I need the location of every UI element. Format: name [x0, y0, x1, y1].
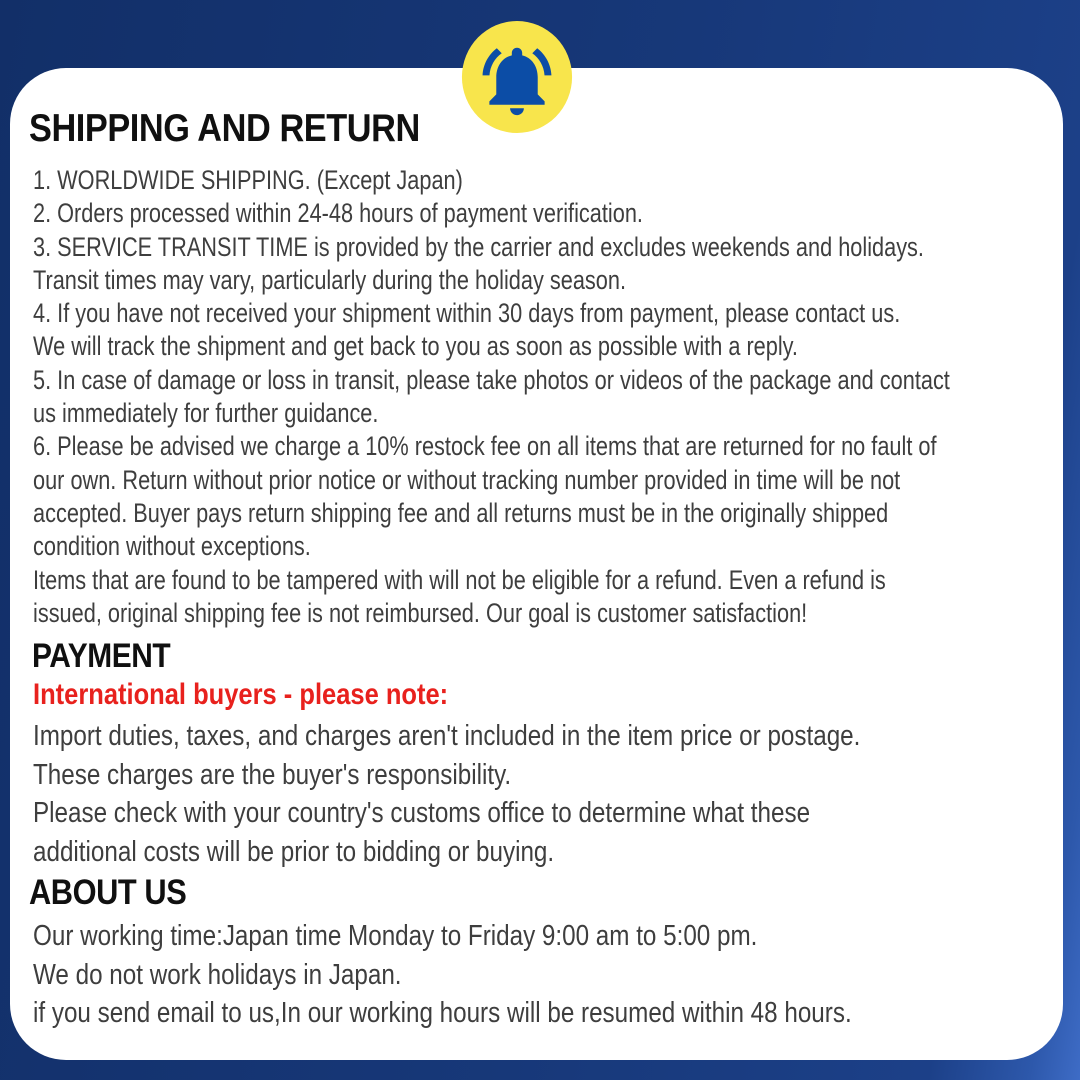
shipping-line: 5. In case of damage or loss in transit, please take photos or videos of the package and contact	[33, 364, 950, 395]
shipping-policy-text	[33, 164, 950, 630]
shipping-line: 2. Orders processed within 24-48 hours of payment verification.	[33, 198, 643, 229]
shipping-line: 4. If you have not received your shipment within 30 days from payment, please contact us.	[33, 298, 901, 329]
international-buyers-note: International buyers - please note:	[33, 678, 449, 711]
payment-line: additional costs will be prior to bidding or buying.	[33, 835, 555, 868]
shipping-line: us immediately for further guidance.	[33, 398, 379, 429]
about-line: Our working time:Japan time Monday to Friday 9:00 am to 5:00 pm.	[33, 920, 758, 952]
payment-line: These charges are the buyer's responsibility.	[33, 758, 512, 791]
about-section-title: ABOUT US	[29, 873, 187, 912]
bell-ring-icon	[461, 18, 573, 136]
shipping-line: Transit times may vary, particularly during the holiday season.	[33, 264, 627, 295]
about-us-text	[33, 917, 852, 1033]
shipping-line: accepted. Buyer pays return shipping fee and all returns must be in the originally shipped	[33, 497, 889, 528]
payment-line: Please check with your country's customs office to determine what these	[33, 797, 811, 830]
shipping-line: 1. WORLDWIDE SHIPPING. (Except Japan)	[33, 165, 463, 195]
shipping-line: our own. Return without prior notice or without tracking number provided in time will be not	[33, 464, 901, 495]
shipping-line: issued, original shipping fee is not reimbursed. Our goal is customer satisfaction!	[33, 597, 808, 628]
about-line: We do not work holidays in Japan.	[33, 958, 402, 991]
about-line: if you send email to us,In our working hours will be resumed within 48 hours.	[33, 997, 852, 1030]
payment-line: Import duties, taxes, and charges aren't included in the item price or postage.	[33, 720, 861, 752]
shipping-line: condition without exceptions.	[33, 531, 311, 562]
shipping-line: 3. SERVICE TRANSIT TIME is provided by the carrier and excludes weekends and holidays.	[33, 231, 924, 262]
shipping-line: 6. Please be advised we charge a 10% restock fee on all items that are returned for no fault of	[33, 431, 937, 462]
payment-section-title: PAYMENT	[32, 637, 171, 675]
payment-policy-text	[33, 717, 860, 871]
shipping-line: Items that are found to be tampered with will not be eligible for a refund. Even a refund is	[33, 564, 886, 595]
shipping-line: We will track the shipment and get back to you as soon as possible with a reply.	[33, 331, 798, 362]
shipping-section-title: SHIPPING AND RETURN	[29, 107, 420, 150]
